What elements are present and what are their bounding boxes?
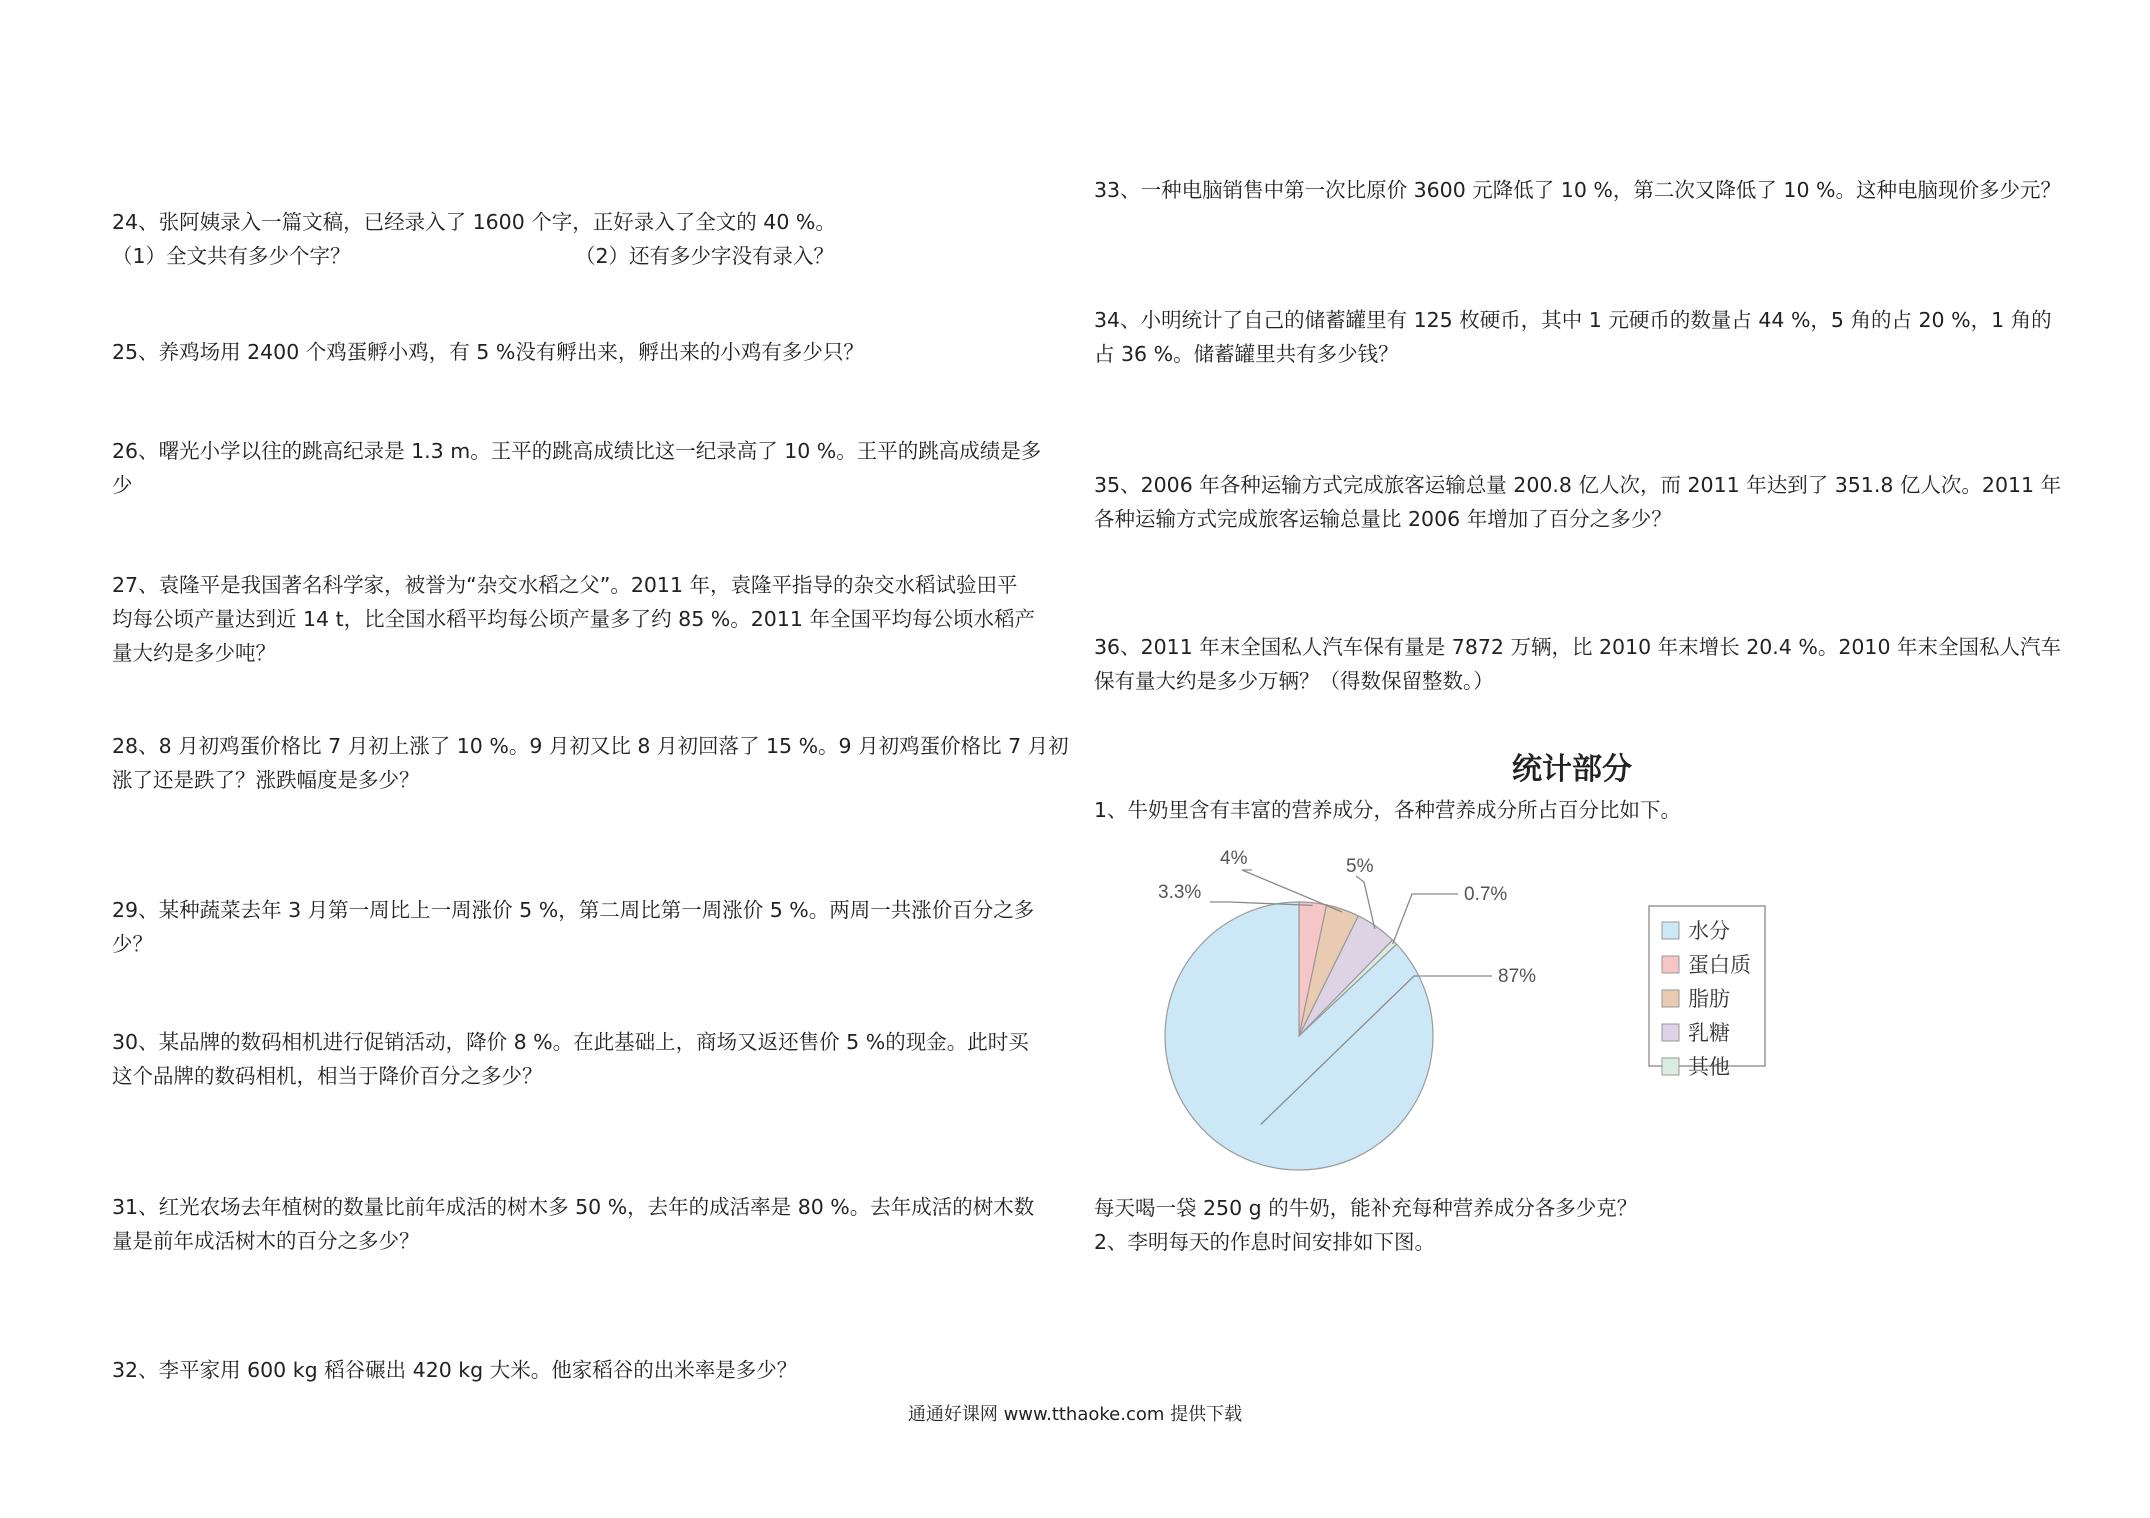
legend-swatch-lactose	[1662, 1024, 1679, 1041]
question-26	[112, 434, 1082, 502]
question-24-sub2: （2）还有多少字没有录入？	[575, 244, 835, 268]
question-34	[1094, 303, 2064, 371]
footer-credit: 通通好课网 www.tthaoke.com 提供下载	[907, 1404, 1243, 1425]
question-line: 少？	[112, 932, 153, 956]
stat-question-2-intro: 2、李明每天的作息时间安排如下图。	[1094, 1230, 1436, 1254]
pie-label-water: 87%	[1498, 966, 1537, 987]
stat-question-1-intro: 1、牛奶里含有丰富的营养成分，各种营养成分所占百分比如下。	[1094, 798, 1682, 822]
question-24	[112, 205, 1082, 273]
question-line: 量是前年成活树木的百分之多少？	[112, 1229, 420, 1253]
legend-label-protein: 蛋白质	[1688, 953, 1751, 977]
legend-label-fat: 脂肪	[1688, 987, 1730, 1011]
question-line: 33、一种电脑销售中第一次比原价 3600 元降低了 10 %，第二次又降低了 10 %。这种电脑现价多少元？	[1094, 178, 2061, 202]
question-line: 25、养鸡场用 2400 个鸡蛋孵小鸡，有 5 %没有孵出来，孵出来的小鸡有多少只？	[112, 340, 864, 364]
legend-swatch-water	[1662, 922, 1679, 939]
question-33	[1094, 173, 2064, 207]
question-line: 量大约是多少吨？	[112, 641, 276, 665]
question-line: 26、曙光小学以往的跳高纪录是 1.3 m。王平的跳高成绩比这一纪录高了 10 %。王平的跳高成绩是多	[112, 439, 1042, 463]
pie-leader-other	[1393, 894, 1458, 944]
section-title: 统计部分	[1512, 752, 1632, 787]
question-24-sub1: （1）全文共有多少个字？	[112, 244, 351, 268]
question-35	[1094, 468, 2064, 536]
milk-nutrition-pie-chart	[1094, 836, 1794, 1181]
question-line: 涨了还是跌了？涨跌幅度是多少？	[112, 768, 420, 792]
pie-label-protein: 3.3%	[1158, 882, 1202, 903]
question-27	[112, 568, 1082, 670]
question-line: 35、2006 年各种运输方式完成旅客运输总量 200.8 亿人次，而 2011 年达到了 351.8 亿人次。2011 年	[1094, 473, 2062, 497]
question-line: 保有量大约是多少万辆？（得数保留整数。）	[1094, 669, 1494, 693]
question-line: 28、8 月初鸡蛋价格比 7 月初上涨了 10 %。9 月初又比 8 月初回落了 15 %。9 月初鸡蛋价格比 7 月初	[112, 734, 1069, 758]
pie-label-lactose: 5%	[1346, 856, 1374, 877]
question-line: 这个品牌的数码相机，相当于降价百分之多少？	[112, 1064, 543, 1088]
question-25	[112, 335, 1082, 369]
pie-label-fat: 4%	[1220, 848, 1248, 869]
question-line: 30、某品牌的数码相机进行促销活动，降价 8 %。在此基础上，商场又返还售价 5 %的现金。此时买	[112, 1030, 1029, 1054]
pie-legend	[1649, 906, 1765, 1079]
legend-label-water: 水分	[1688, 919, 1730, 943]
question-32	[112, 1353, 1082, 1387]
question-line: 27、袁隆平是我国著名科学家，被誉为“杂交水稻之父”。2011 年，袁隆平指导的杂交水稻试验田平	[112, 573, 1018, 597]
question-24-subparts	[112, 239, 1082, 273]
question-line: 34、小明统计了自己的储蓄罐里有 125 枚硬币，其中 1 元硬币的数量占 44 %，5 角的占 20 %，1 角的	[1094, 308, 2052, 332]
question-line: 占 36 %。储蓄罐里共有多少钱？	[1094, 342, 1399, 366]
question-line: 少	[112, 473, 133, 497]
legend-swatch-other	[1662, 1058, 1679, 1075]
question-30	[112, 1025, 1082, 1093]
stat-question-1-ask: 每天喝一袋 250 g 的牛奶，能补充每种营养成分各多少克？	[1094, 1196, 1638, 1220]
legend-label-lactose: 乳糖	[1688, 1021, 1730, 1045]
question-29	[112, 893, 1082, 961]
question-line: 均每公顷产量达到近 14 t，比全国水稻平均每公顷产量多了约 85 %。2011 年全国平均每公顷水稻产	[112, 607, 1035, 631]
question-line: 各种运输方式完成旅客运输总量比 2006 年增加了百分之多少？	[1094, 507, 1672, 531]
pie-label-other: 0.7%	[1464, 884, 1508, 905]
question-24-text: 24、张阿姨录入一篇文稿，已经录入了 1600 个字，正好录入了全文的 40 %。	[112, 210, 836, 234]
legend-swatch-fat	[1662, 990, 1679, 1007]
question-line: 32、李平家用 600 kg 稻谷碾出 420 kg 大米。他家稻谷的出米率是多少？	[112, 1358, 798, 1382]
question-31	[112, 1190, 1082, 1258]
question-line: 29、某种蔬菜去年 3 月第一周比上一周涨价 5 %，第二周比第一周涨价 5 %。两周一共涨价百分之多	[112, 898, 1035, 922]
question-36	[1094, 630, 2064, 698]
question-line: 36、2011 年末全国私人汽车保有量是 7872 万辆，比 2010 年末增长 20.4 %。2010 年末全国私人汽车	[1094, 635, 2062, 659]
legend-label-other: 其他	[1688, 1055, 1730, 1079]
question-28	[112, 729, 1082, 797]
question-line: 31、红光农场去年植树的数量比前年成活的树木多 50 %，去年的成活率是 80 %。去年成活的树木数	[112, 1195, 1035, 1219]
legend-swatch-protein	[1662, 956, 1679, 973]
